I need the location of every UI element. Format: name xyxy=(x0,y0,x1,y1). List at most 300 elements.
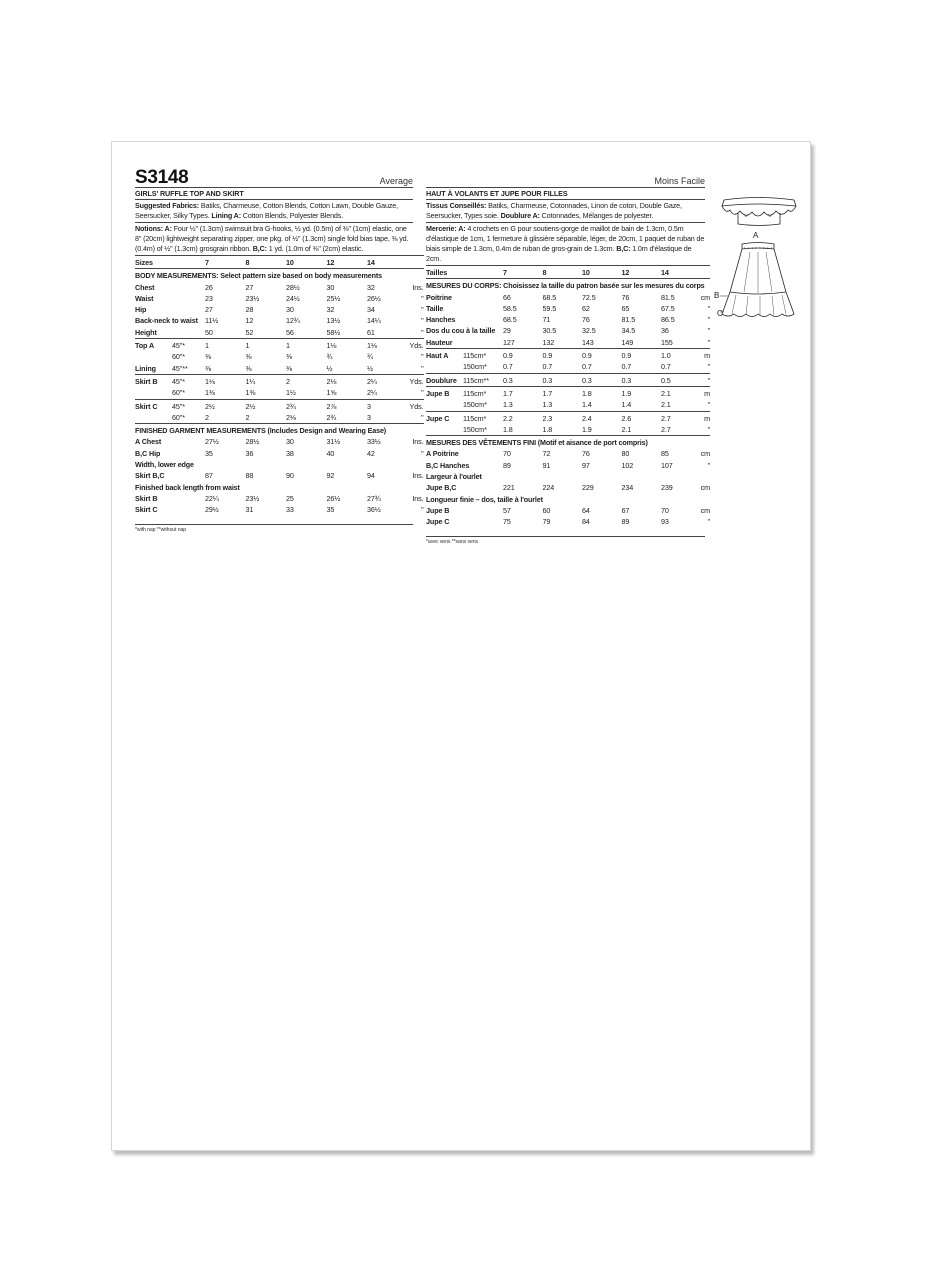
size-value: 2.1 xyxy=(661,400,671,410)
size-value: 23 xyxy=(205,293,213,303)
size-value: 58.5 xyxy=(503,303,517,313)
size-value: 57 xyxy=(503,505,511,515)
size-value: 35 xyxy=(205,448,213,458)
size-value: 32 xyxy=(367,282,375,292)
size-value: 2¼ xyxy=(367,388,377,398)
table-row xyxy=(135,363,424,375)
size-value: 75 xyxy=(503,517,511,527)
size-column-header: 8 xyxy=(543,266,583,279)
label-a: A xyxy=(753,231,759,240)
size-value: 42 xyxy=(367,448,375,458)
unit: m xyxy=(701,386,711,399)
unit: " xyxy=(421,412,424,422)
footnote: *with nap **without nap xyxy=(135,526,187,533)
size-value: 29½ xyxy=(205,505,219,515)
finished-length-heading-text: Finished back length from waist xyxy=(135,482,240,492)
size-value: 1⅝ xyxy=(326,388,337,398)
size-value: 91 xyxy=(542,460,551,470)
size-value: 1.9 xyxy=(582,424,592,434)
size-column-header: 10 xyxy=(582,266,622,279)
size-value: 14¼ xyxy=(367,316,381,326)
size-value: 84 xyxy=(582,517,590,527)
size-value: 0.7 xyxy=(661,362,671,372)
table-row xyxy=(426,303,710,314)
size-value: 26½ xyxy=(326,493,341,503)
size-value: 26½ xyxy=(367,293,381,303)
sizes-header-row xyxy=(135,256,424,269)
size-value: 67.5 xyxy=(661,303,675,313)
size-value: 31½ xyxy=(326,437,341,447)
size-value: 89 xyxy=(621,517,630,527)
table-row xyxy=(135,304,424,315)
unit: Ins. xyxy=(412,493,424,503)
size-column-header: 8 xyxy=(246,256,287,269)
size-value: 71 xyxy=(542,315,551,325)
finished-length-heading xyxy=(426,494,710,505)
size-value: 25½ xyxy=(326,293,341,303)
size-value: 127 xyxy=(503,337,515,347)
unit: " xyxy=(421,505,424,515)
unit: Ins. xyxy=(412,282,424,292)
size-value: 62 xyxy=(582,303,590,313)
size-value: 2⅛ xyxy=(327,374,368,387)
english-size-table xyxy=(135,255,424,516)
size-value: 27¾ xyxy=(367,493,381,503)
finished-measurements-heading-text: FINISHED GARMENT MEASUREMENTS (Includes Design and Wearing Ease) xyxy=(135,424,424,437)
size-value: 0.3 xyxy=(503,373,543,386)
row-label: Jupe B,C xyxy=(426,483,457,493)
size-value: 2.2 xyxy=(503,411,543,424)
table-row xyxy=(426,460,710,471)
size-value: 30 xyxy=(326,282,335,292)
unit: Yds. xyxy=(408,339,424,352)
size-value: 1.8 xyxy=(542,424,553,434)
size-value: 2 xyxy=(205,412,209,422)
table-row xyxy=(426,361,710,373)
size-value: 81.5 xyxy=(621,315,636,325)
size-value: 72 xyxy=(542,449,551,459)
unit: " xyxy=(421,388,424,398)
english-column xyxy=(135,142,424,534)
row-label: Poitrine xyxy=(426,292,452,302)
unit: Yds. xyxy=(408,399,424,412)
row-label: Waist xyxy=(135,293,154,303)
size-value: 1 xyxy=(246,339,287,352)
size-value: 33½ xyxy=(367,437,381,447)
garment-illustration xyxy=(714,192,804,332)
size-value: ½ xyxy=(326,363,333,373)
size-value: ⅜ xyxy=(205,363,211,373)
size-value: 0.3 xyxy=(622,373,662,386)
row-label: Hip xyxy=(135,305,147,315)
size-value: ⅜ xyxy=(245,363,252,373)
size-value: ¾ xyxy=(367,352,373,362)
table-row xyxy=(426,349,710,362)
fabrics-text: Batiks, Charmeuse, Cotonnades, Linon de coton, Double Gaze, Seersucker, Types soie. xyxy=(426,201,682,220)
unit: Ins. xyxy=(412,471,424,481)
unit: " xyxy=(421,352,424,362)
size-value: 24½ xyxy=(286,293,300,303)
label-b: B xyxy=(714,291,720,300)
size-value: 22¼ xyxy=(205,493,219,503)
size-column-header: 10 xyxy=(286,256,327,269)
table-row xyxy=(135,374,424,387)
size-value: 76 xyxy=(621,292,630,302)
size-value: 92 xyxy=(326,471,335,481)
size-value: 2.7 xyxy=(661,411,701,424)
notions-bc-text: 1.0m d'élastique de 2cm. xyxy=(426,244,692,263)
size-value: ⅜ xyxy=(205,352,211,362)
size-value: 52 xyxy=(245,327,254,337)
table-row xyxy=(426,411,710,424)
fabrics-label: Tissus Conseillés: xyxy=(426,201,487,210)
fabric-width: 150cm* xyxy=(463,362,487,372)
unit: cm xyxy=(700,483,711,493)
empty-cell xyxy=(408,256,424,269)
size-value: 2¼ xyxy=(367,374,408,387)
size-value: 0.3 xyxy=(543,373,583,386)
unit: " xyxy=(707,400,711,410)
size-value: 1⅛ xyxy=(367,339,408,352)
fabric-width: 60"* xyxy=(172,352,185,362)
size-value: 2¾ xyxy=(326,412,337,422)
size-value: 1.4 xyxy=(582,400,592,410)
width-lower-edge-heading-text: Largeur à l'ourlet xyxy=(426,472,482,482)
size-value: 143 xyxy=(582,337,594,347)
table-row xyxy=(135,399,424,412)
size-column-header: 7 xyxy=(503,266,543,279)
size-value: 60 xyxy=(542,505,551,515)
size-value: 38 xyxy=(286,448,294,458)
size-value: 2⅛ xyxy=(286,412,296,422)
table-row xyxy=(426,373,710,386)
size-value: 1.8 xyxy=(582,386,622,399)
size-value: 66 xyxy=(503,292,511,302)
measurement-table xyxy=(135,255,424,516)
lining-label: Lining A: xyxy=(209,211,241,220)
size-value: 1.7 xyxy=(543,386,583,399)
size-column-header: 12 xyxy=(622,266,662,279)
size-value: 2.6 xyxy=(622,411,662,424)
size-value: 229 xyxy=(582,483,594,493)
row-label: Hauteur xyxy=(426,337,453,347)
size-value: 56 xyxy=(286,327,294,337)
size-value: 23½ xyxy=(245,493,260,503)
size-value: 149 xyxy=(621,337,634,347)
english-header xyxy=(135,163,413,187)
size-value: 102 xyxy=(621,460,634,470)
row-label xyxy=(135,412,172,424)
row-label: Skirt B xyxy=(135,493,158,503)
size-value: 79 xyxy=(542,517,551,527)
size-value: 1.4 xyxy=(621,400,632,410)
size-column-header: 7 xyxy=(205,256,246,269)
size-value: 36 xyxy=(661,326,669,336)
size-value: 1¼ xyxy=(246,374,287,387)
size-value: 2.7 xyxy=(661,424,671,434)
size-value: 1⅛ xyxy=(327,339,368,352)
size-value: 155 xyxy=(661,337,673,347)
size-value: 224 xyxy=(542,483,555,493)
size-value: ⅜ xyxy=(286,363,292,373)
finished-measurements-heading xyxy=(426,436,710,449)
size-value: 2 xyxy=(286,374,327,387)
notions-text: Four ½" (1.3cm) swimsuit bra G-hooks, ½ yd. (0.5m) of ⅜" (1cm) elastic, one 8" (20cm) lightweight separating zipper, one pkg. of ½" (1.3cm) single fold bias tape, ⅜ yd. (0.4m) of ½" (1.3cm) grosgrain ribbon. xyxy=(135,224,409,253)
size-value: 0.5 xyxy=(661,373,701,386)
table-row xyxy=(135,293,424,304)
size-value: ½ xyxy=(367,363,373,373)
skirt-drawing xyxy=(720,243,794,317)
unit: " xyxy=(701,373,711,386)
size-value: 1.3 xyxy=(542,400,553,410)
row-label xyxy=(135,387,172,399)
row-label: B,C Hanches xyxy=(426,460,470,470)
size-value: 27 xyxy=(205,305,213,315)
size-value: 86.5 xyxy=(661,315,675,325)
row-label: Top A xyxy=(135,339,172,352)
table-row xyxy=(426,386,710,399)
row-label xyxy=(426,361,463,373)
size-value: 89 xyxy=(503,460,511,470)
size-value: 58½ xyxy=(326,327,341,337)
lining-text: Cotton Blends, Polyester Blends. xyxy=(240,211,344,220)
unit: m xyxy=(701,349,711,362)
row-label: Skirt C xyxy=(135,505,158,515)
fabrics-text: Batiks, Charmeuse, Cotton Blends, Cotton Lawn, Double Gauze, Seersucker, Silky Types. xyxy=(135,201,399,220)
table-row xyxy=(426,482,710,493)
table-row xyxy=(135,504,424,515)
fabrics-paragraph xyxy=(426,200,705,222)
unit: Yds. xyxy=(408,374,424,387)
size-value: 80 xyxy=(621,449,630,459)
unit: " xyxy=(707,517,711,527)
table-row xyxy=(426,448,710,459)
french-column xyxy=(426,142,711,546)
fabric-width: 45"* xyxy=(172,339,205,352)
sizes-label: Sizes xyxy=(135,256,205,269)
table-row xyxy=(135,315,424,326)
fabric-width: 45"* xyxy=(172,399,205,412)
size-value: 1⅛ xyxy=(205,374,246,387)
row-label: Hanches xyxy=(426,315,456,325)
size-value: 25 xyxy=(286,493,294,503)
row-label: Jupe C xyxy=(426,411,463,424)
fabric-width: 150cm* xyxy=(463,400,487,410)
table-row xyxy=(426,505,710,516)
size-value: 1⅜ xyxy=(245,388,256,398)
unit: cm xyxy=(700,505,711,515)
notions-bc-text: 1 yd. (1.0m of ⅜" (2cm) elastic. xyxy=(266,244,364,253)
size-value: 64 xyxy=(582,505,590,515)
size-value: 72.5 xyxy=(582,292,596,302)
size-value: 0.7 xyxy=(582,362,592,372)
sizes-label: Tailles xyxy=(426,266,503,279)
size-value: 2.4 xyxy=(582,411,622,424)
size-value: 59.5 xyxy=(542,303,557,313)
size-value: 28½ xyxy=(286,282,300,292)
size-value: 2.3 xyxy=(543,411,583,424)
notions-bc-label: B,C: xyxy=(250,244,267,253)
size-value: 26 xyxy=(205,282,213,292)
size-value: 107 xyxy=(661,460,673,470)
row-label xyxy=(426,399,463,411)
row-label: Haut A xyxy=(426,349,463,362)
table-row xyxy=(135,470,424,481)
size-value: 13½ xyxy=(326,316,341,326)
width-lower-edge-heading xyxy=(135,459,424,470)
size-value: 0.9 xyxy=(582,349,622,362)
unit: Ins. xyxy=(412,437,424,447)
table-row xyxy=(426,399,710,411)
size-value: 1.7 xyxy=(503,386,543,399)
table-row xyxy=(135,436,424,447)
row-label: Jupe B xyxy=(426,505,450,515)
fabric-width: 45"** xyxy=(172,363,188,373)
size-value: 33 xyxy=(286,505,294,515)
notions-label: Mercerie: A: xyxy=(426,224,466,233)
size-value: 97 xyxy=(582,460,590,470)
size-value: 81.5 xyxy=(661,292,675,302)
unit: " xyxy=(707,424,711,434)
difficulty-level: Average xyxy=(379,176,413,186)
row-label: Taille xyxy=(426,303,444,313)
size-value: 0.9 xyxy=(543,349,583,362)
size-value: 0.3 xyxy=(582,373,622,386)
size-value: 76 xyxy=(582,449,590,459)
pattern-sheet xyxy=(111,141,811,1151)
body-measurements-heading-text: MESURES DU CORPS: Choisissez la taille du patron basée sur les mesures du corps xyxy=(426,279,710,292)
row-label xyxy=(135,351,172,362)
table-row xyxy=(135,339,424,352)
notions-paragraph xyxy=(426,223,705,265)
size-column-header: 14 xyxy=(661,266,701,279)
unit: " xyxy=(707,362,711,372)
lining-label: Doublure A: xyxy=(498,211,540,220)
fabric-width: 115cm* xyxy=(463,386,503,399)
size-value: 1.3 xyxy=(503,400,513,410)
size-value: 32.5 xyxy=(582,326,596,336)
table-row xyxy=(135,327,424,339)
unit: cm xyxy=(700,449,711,459)
size-value: 34.5 xyxy=(621,326,636,336)
table-row xyxy=(135,448,424,459)
fabric-width: 60"* xyxy=(172,388,185,398)
top-a-drawing xyxy=(722,198,796,226)
notions-label: Notions: A: xyxy=(135,224,172,233)
pattern-number: S3148 xyxy=(135,167,189,188)
row-label: Doublure xyxy=(426,373,463,386)
fabric-width: 115cm* xyxy=(463,411,503,424)
size-value: 23½ xyxy=(245,293,260,303)
size-column-header: 14 xyxy=(367,256,408,269)
fabric-width: 45"* xyxy=(172,374,205,387)
fabric-width: 115cm* xyxy=(463,349,503,362)
size-value: 3 xyxy=(367,412,371,422)
table-row xyxy=(426,516,710,527)
row-label: Skirt B,C xyxy=(135,471,165,481)
table-row xyxy=(135,282,424,293)
size-value: 70 xyxy=(503,449,511,459)
fabrics-paragraph xyxy=(135,200,413,222)
size-value: 1.8 xyxy=(503,424,513,434)
size-value: 0.9 xyxy=(622,349,662,362)
size-value: 1 xyxy=(286,339,327,352)
width-lower-edge-heading xyxy=(426,471,710,482)
row-label: Chest xyxy=(135,282,155,292)
size-value: 93 xyxy=(661,517,669,527)
size-value: 70 xyxy=(661,505,669,515)
size-value: 234 xyxy=(621,483,634,493)
notions-paragraph xyxy=(135,223,413,255)
row-label: Back-neck to waist xyxy=(135,316,198,326)
size-value: 2⅞ xyxy=(327,399,368,412)
footnote: *avec sens **sans sens xyxy=(426,538,479,545)
fabric-width: 60"* xyxy=(172,412,185,422)
row-label: A Poitrine xyxy=(426,449,459,459)
table-row xyxy=(135,412,424,424)
notions-text: 4 crochets en G pour soutiens-gorge de maillot de bain de 1.3cm, 0.5m d'élastique de 1cm, 1 fermeture à glissière séparable, léger, de 20cm, 1 paquet de ruban de biais simple de 1.3cm, 0.4m de ruban de gros-grain de 1.3cm. xyxy=(426,224,705,253)
notions-bc-label: B,C: xyxy=(614,244,631,253)
unit: m xyxy=(701,411,711,424)
size-column-header: 12 xyxy=(327,256,368,269)
size-value: 2½ xyxy=(246,399,287,412)
size-value: 32 xyxy=(326,305,335,315)
unit: " xyxy=(707,326,711,336)
body-measurements-heading xyxy=(426,279,710,292)
size-value: 68.5 xyxy=(503,315,517,325)
body-measurements-heading-text: BODY MEASUREMENTS: Select pattern size based on body measurements xyxy=(135,269,424,282)
table-row xyxy=(426,325,710,336)
table-row xyxy=(426,292,710,303)
size-value: 12 xyxy=(245,316,254,326)
size-value: 0.9 xyxy=(503,349,543,362)
measurement-table xyxy=(426,265,710,528)
row-label: A Chest xyxy=(135,437,162,447)
size-value: 30.5 xyxy=(542,326,557,336)
size-value: 50 xyxy=(205,327,213,337)
difficulty-level: Moins Facile xyxy=(654,176,705,186)
label-c: C xyxy=(717,309,723,318)
size-value: 30 xyxy=(286,437,294,447)
table-row xyxy=(135,351,424,362)
size-value: 29 xyxy=(503,326,511,336)
size-value: 1⅜ xyxy=(205,388,215,398)
finished-measurements-heading-text: MESURES DES VÊTEMENTS FINI (Motif et aisance de port compris) xyxy=(426,436,710,449)
table-row xyxy=(426,314,710,325)
size-value: 2.1 xyxy=(661,386,701,399)
finished-measurements-heading xyxy=(135,424,424,437)
size-value: ⅜ xyxy=(286,352,292,362)
size-value: 2½ xyxy=(205,399,246,412)
sizes-header-row xyxy=(426,266,710,279)
french-size-table xyxy=(426,265,711,528)
finished-length-heading-text: Longueur finie – dos, taille à l'ourlet xyxy=(426,494,543,504)
pattern-title: HAUT À VOLANTS ET JUPE POUR FILLES xyxy=(426,189,568,198)
fabric-width: 115cm** xyxy=(463,373,503,386)
size-value: 28½ xyxy=(245,437,260,447)
table-row xyxy=(426,337,710,349)
size-value: 35 xyxy=(326,505,335,515)
unit: " xyxy=(421,305,424,315)
size-value: 90 xyxy=(286,471,294,481)
row-label: Skirt B xyxy=(135,374,172,387)
size-value: 76 xyxy=(582,315,590,325)
french-header xyxy=(426,163,705,187)
size-value: 1½ xyxy=(286,388,296,398)
size-value: ¾ xyxy=(326,352,333,362)
size-value: 61 xyxy=(367,327,375,337)
unit: " xyxy=(421,448,424,458)
